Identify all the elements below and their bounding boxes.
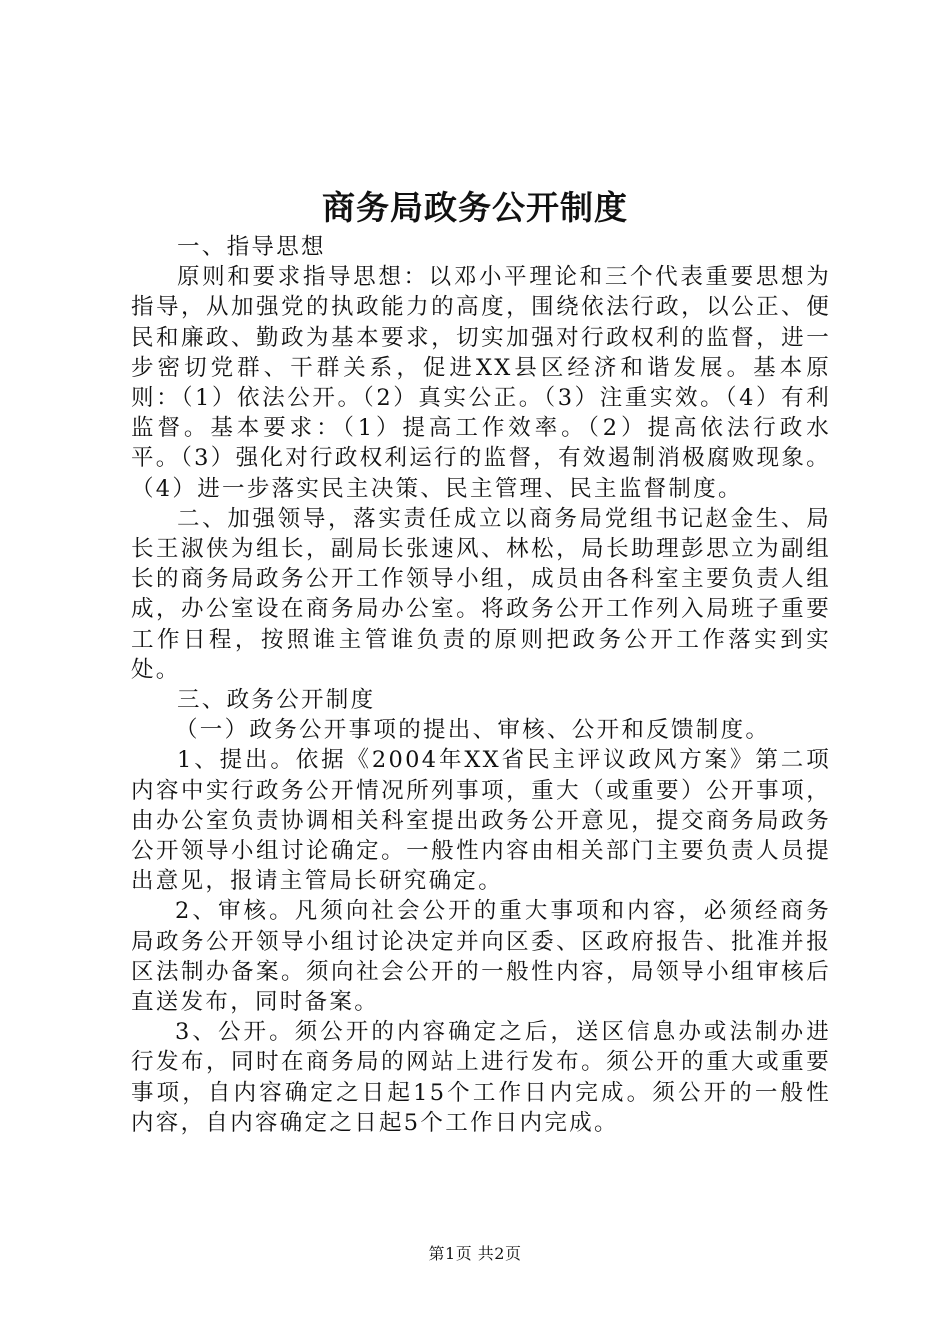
- document-title: 商务局政务公开制度: [322, 188, 628, 227]
- paragraph-leadership: 二、加强领导，落实责任成立以商务局党组书记赵金生、局长王淑侠为组长，副局长张速风、林松，局长助理彭思立为副组长的商务局政务公开工作领导小组，成员由各科室主要负责人组成，办公室设在商务局办公室。将政务公开工作列入局班子重要工作日程，按照谁主管谁负责的原则把政务公开工作落实到实处。: [131, 505, 831, 683]
- paragraph-principles: 原则和要求指导思想：以邓小平理论和三个代表重要思想为指导，从加强党的执政能力的高度，围绕依法行政，以公正、便民和廉政、勤政为基本要求，切实加强对行政权利的监督，进一步密切党群、干群关系，促进XX县区经济和谐发展。基本原则：（1）依法公开。（2）真实公正。（3）注重实效。（4）有利监督。基本要求：（1）提高工作效率。（2）提高依法行政水平。（3）强化对行政权利运行的监督，有效遏制消极腐败现象。（4）进一步落实民主决策、民主管理、民主监督制度。: [131, 264, 831, 502]
- section-heading-disclosure-system: 三、政务公开制度: [177, 687, 376, 714]
- section-heading-guiding-thought: 一、指导思想: [177, 234, 326, 260]
- document-body: [131, 232, 831, 1138]
- paragraph-review: 2、审核。凡须向社会公开的重大事项和内容，必须经商务局政务公开领导小组讨论决定并向区委、区政府报告、批准并报区法制办备案。须向社会公开的一般性内容，局领导小组审核后直送发布，同时备案。: [131, 898, 831, 1016]
- paragraph-proposal: 1、提出。依据《2004年XX省民主评议政风方案》第二项内容中实行政务公开情况所列事项，重大（或重要）公开事项，由办公室负责协调相关科室提出政务公开意见，提交商务局政务公开领导小组讨论确定。一般性内容由相关部门主要负责人员提出意见，报请主管局长研究确定。: [131, 747, 831, 895]
- subsection-heading-procedure: （一）政务公开事项的提出、审核、公开和反馈制度。: [175, 717, 771, 744]
- paragraph-publication: 3、公开。须公开的内容确定之后，送区信息办或法制办进行发布，同时在商务局的网站上进行发布。须公开的重大或重要事项，自内容确定之日起15个工作日内完成。须公开的一般性内容，自内容确定之日起5个工作日内完成。: [131, 1019, 831, 1136]
- page-footer: 第1页 共2页: [428, 1244, 522, 1263]
